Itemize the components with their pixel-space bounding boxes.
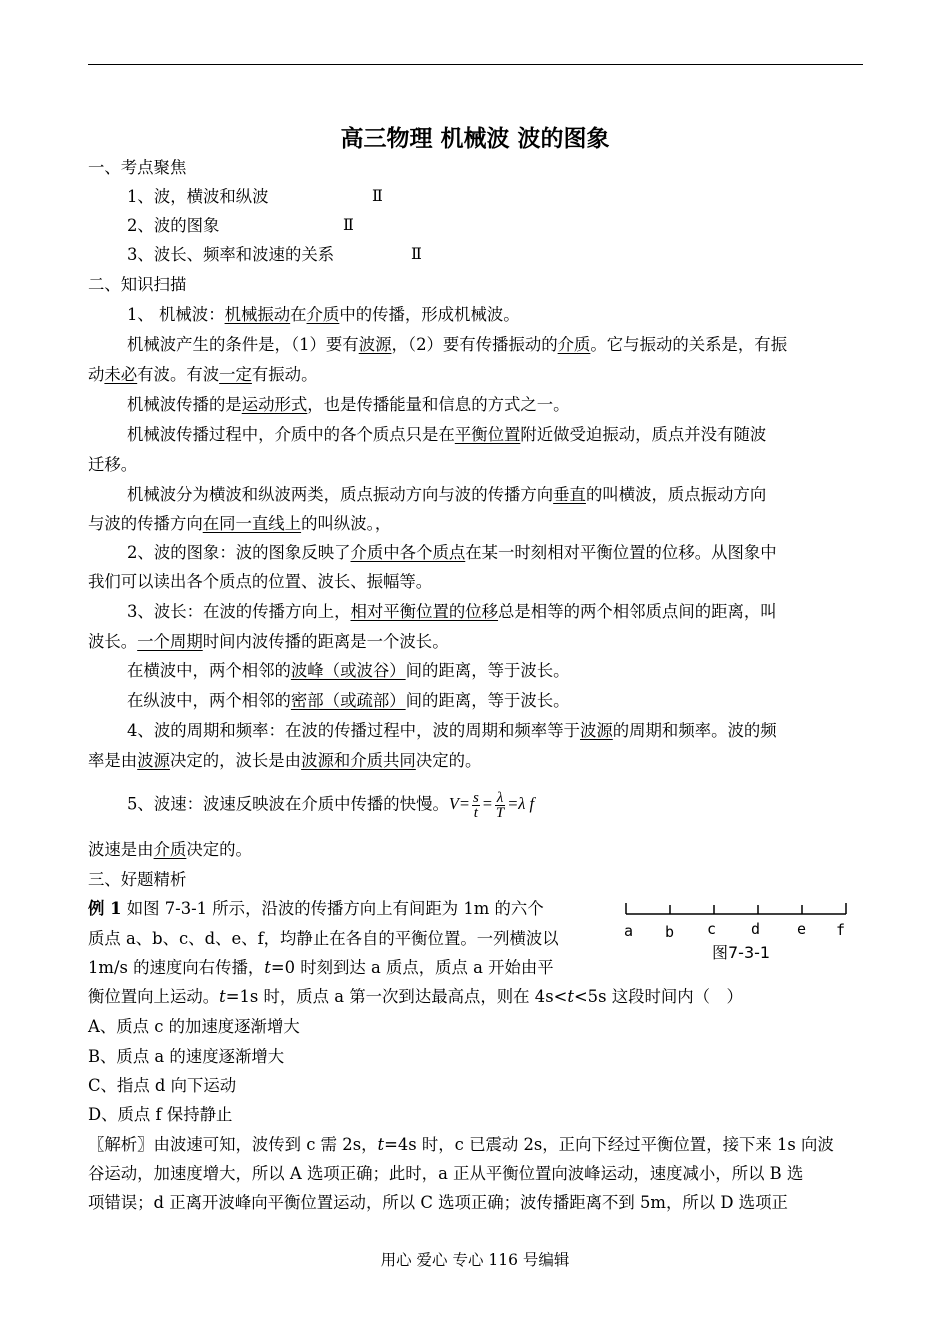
option-a: A、质点 c 的加速度逐渐增大 xyxy=(88,1017,300,1036)
point-label-d: d xyxy=(751,920,761,938)
paragraph-line: 迁移。 xyxy=(88,455,138,474)
paragraph-line: 波速是由介质决定的。 xyxy=(88,840,252,859)
point-label-c: c xyxy=(707,920,717,938)
paragraph-line: 波长。一个周期时间内波传播的距离是一个波长。 xyxy=(88,632,449,651)
example-line: 例 1 如图 7-3-1 所示，沿波的传播方向上有间距为 1m 的六个 xyxy=(88,899,544,918)
paragraph-line: 动未必有波。有波一定有振动。 xyxy=(88,365,318,384)
point-label-a: a xyxy=(624,922,634,940)
paragraph-line: 机械波产生的条件是，（1）要有波源，（2）要有传播振动的介质。它与振动的关系是，有振 xyxy=(127,335,788,354)
figure-caption: 图7-3-1 xyxy=(712,943,771,962)
topic-level: Ⅱ xyxy=(372,186,383,205)
example-line: 衡位置向上运动。t=1s 时，质点 a 第一次到达最高点，则在 4s<t<5s 这段时间内（ ） xyxy=(88,987,743,1006)
paragraph-line: 我们可以读出各个质点的位置、波长、振幅等。 xyxy=(88,572,433,591)
topic-level: Ⅱ xyxy=(343,215,354,234)
section-2-heading: 二、知识扫描 xyxy=(88,275,187,294)
paragraph-line: 2、波的图象：波的图象反映了介质中各个质点在某一时刻相对平衡位置的位移。从图象中 xyxy=(127,543,777,562)
header-rule xyxy=(88,64,863,65)
example-line: 质点 a、b、c、d、e、f，均静止在各自的平衡位置。一列横波以 xyxy=(88,929,559,948)
paragraph-line: 机械波传播的是运动形式，也是传播能量和信息的方式之一。 xyxy=(127,395,570,414)
page-footer: 用心 爱心 专心 116 号编辑 xyxy=(380,1251,570,1269)
point-label-e: e xyxy=(797,920,807,938)
option-d: D、质点 f 保持静止 xyxy=(88,1105,233,1124)
option-c: C、指点 d 向下运动 xyxy=(88,1076,237,1095)
paragraph-line: 率是由波源决定的，波长是由波源和介质共同决定的。 xyxy=(88,751,482,770)
paragraph-line: 3、波长：在波的传播方向上，相对平衡位置的位移总是相等的两个相邻质点间的距离，叫 xyxy=(127,602,777,621)
solution-line: 谷运动，加速度增大，所以 A 选项正确；此时，a 正从平衡位置向波峰运动，速度减小，所以 B 选 xyxy=(88,1164,804,1183)
paragraph-line: 机械波分为横波和纵波两类，质点振动方向与波的传播方向垂直的叫横波，质点振动方向 xyxy=(127,485,767,504)
point-label-f: f xyxy=(836,921,846,939)
wave-speed-line: 5、波速：波速反映波在介质中传播的快慢。V= $\frac{s}{t}$ = $\frac{\lambda}{T}$ =λ f xyxy=(127,790,535,821)
topic-item: 1、波，横波和纵波 xyxy=(127,187,269,206)
page-title: 高三物理 机械波 波的图象 xyxy=(340,126,610,152)
velocity-formula: V= $\frac{s}{t}$ = $\frac{\lambda}{T}$ =λ f xyxy=(448,790,535,821)
solution-line: 项错误；d 正离开波峰向平衡位置运动，所以 C 选项正确；波传播距离不到 5m，所以 D 选项正 xyxy=(88,1193,788,1212)
example-line: 1m/s 的速度向右传播，t=0 时刻到达 a 质点，质点 a 开始由平 xyxy=(88,958,554,977)
section-3-heading: 三、好题精析 xyxy=(88,870,187,889)
solution-line: 〖解析〗由波速可知，波传到 c 需 2s，t=4s 时，c 已震动 2s，正向下经过平衡位置，接下来 1s 向波 xyxy=(88,1135,834,1154)
topic-item: 2、波的图象 xyxy=(127,216,220,235)
example-label: 例 1 xyxy=(88,899,122,918)
figure-7-3-1 xyxy=(620,894,860,974)
paragraph-line: 与波的传播方向在同一直线上的叫纵波。， xyxy=(88,514,392,533)
paragraph-line: 在纵波中，两个相邻的密部（或疏部）间的距离，等于波长。 xyxy=(127,691,570,710)
topic-item: 3、波长、频率和波速的关系 xyxy=(127,245,335,264)
section-1-heading: 一、考点聚焦 xyxy=(88,158,187,177)
topic-level: Ⅱ xyxy=(411,244,422,263)
point-label-b: b xyxy=(665,923,675,941)
paragraph-line: 4、波的周期和频率：在波的传播过程中，波的周期和频率等于波源的周期和频率。波的频 xyxy=(127,721,777,740)
paragraph-line: 在横波中，两个相邻的波峰（或波谷）间的距离，等于波长。 xyxy=(127,661,570,680)
paragraph-line: 1、 机械波：机械振动在介质中的传播，形成机械波。 xyxy=(127,305,520,324)
option-b: B、质点 a 的速度逐渐增大 xyxy=(88,1047,285,1066)
paragraph-line: 机械波传播过程中，介质中的各个质点只是在平衡位置附近做受迫振动，质点并没有随波 xyxy=(127,425,767,444)
